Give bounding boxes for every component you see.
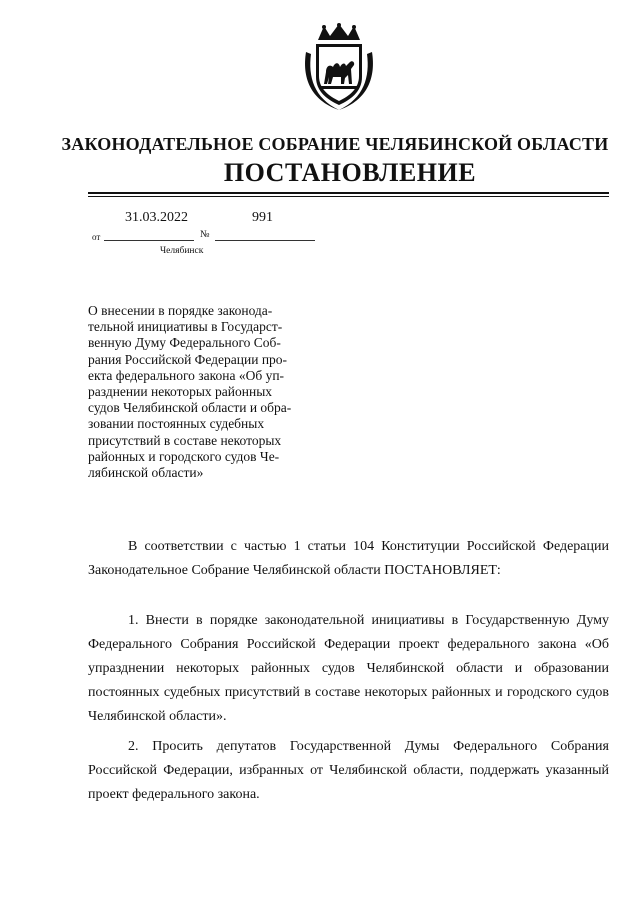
coat-of-arms-icon [300,22,378,112]
organization-title: ЗАКОНОДАТЕЛЬНОЕ СОБРАНИЕ ЧЕЛЯБИНСКОЙ ОБЛАСТИ [61,134,609,154]
resolution-item-1: 1. Внести в порядке законодательной инициативы в Государственную Думу Федерального Собрания Российской Федерации проект федерального закона «Об упразднении некоторых районных судов Челябинской области и образовании постоянных судебных присутствий в составе некоторых районных и городского судов Челябинской области». [88,613,609,724]
document-date: 31.03.2022 [125,210,188,225]
city-label: Челябинск [160,246,204,256]
document-type-title: ПОСТАНОВЛЕНИЕ [223,158,477,187]
document-number: 991 [252,210,273,225]
document-subject: О внесении в порядке законода- тельной инициативы в Государст- венную Думу Федерального Соб- рания Российской Федерации про- екта федерального закона «Об уп- разднении некоторых районных судов Челябинской области и обра- зовании постоянных судебных присутствий в составе некоторых районных и городского судов Че- лябинской области» [88,303,292,481]
intro-paragraph: В соответствии с частью 1 статьи 104 Конституции Российской Федерации Законодательное Собрание Челябинской области ПОСТАНОВЛЯЕТ: [88,539,609,578]
resolution-item-2: 2. Просить депутатов Государственной Думы Федерального Собрания Российской Федерации, избранных от Челябинской области, поддержать указанный проект федерального закона. [88,739,609,802]
from-label: от [92,232,101,242]
number-label: № [200,229,210,240]
header-divider [88,192,609,194]
date-underline [104,240,194,241]
number-underline [215,240,315,241]
header-divider-thin [88,196,609,197]
